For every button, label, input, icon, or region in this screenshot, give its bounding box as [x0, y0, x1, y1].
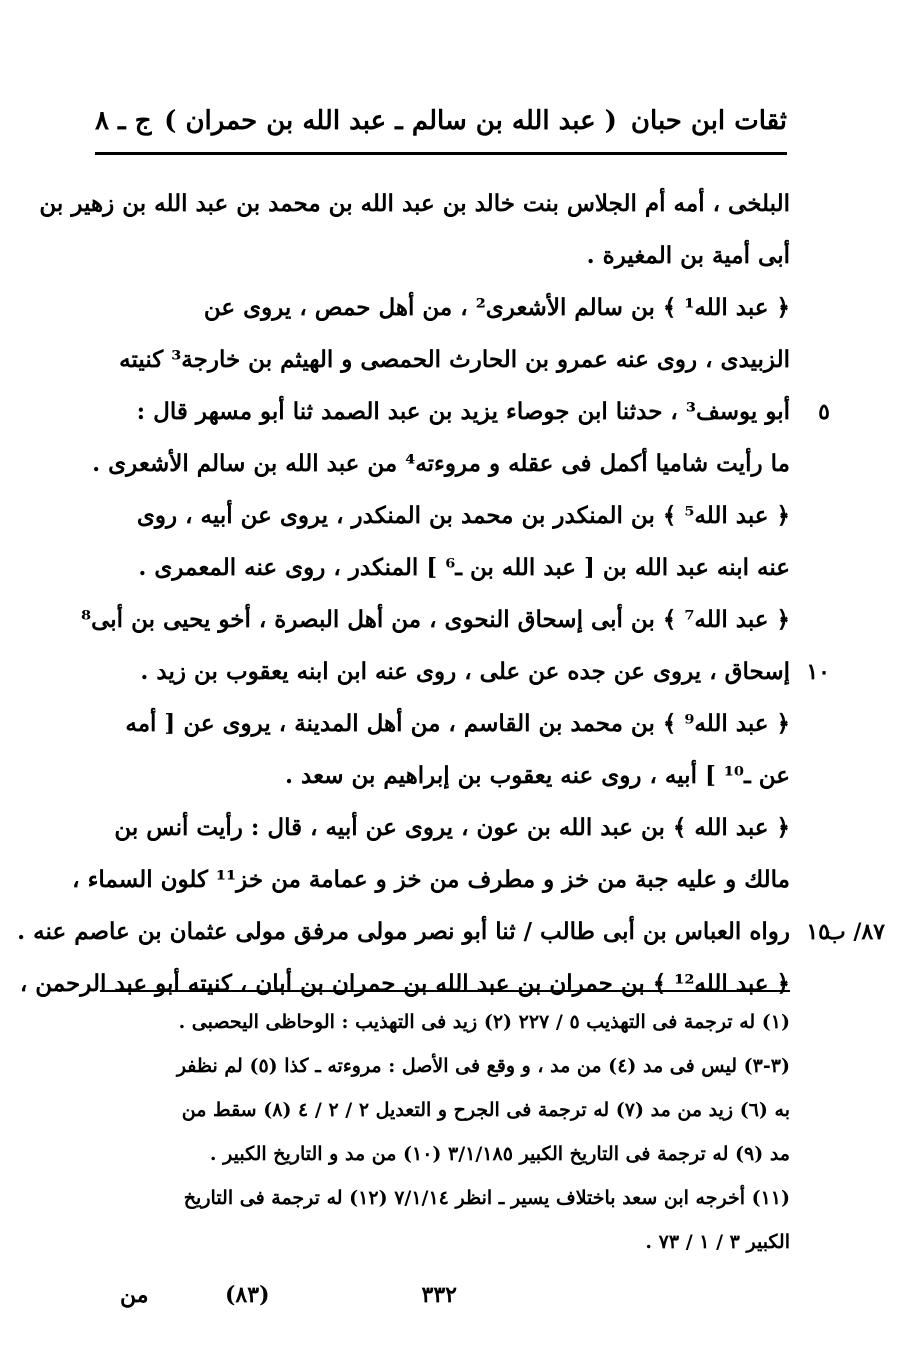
text-line [90, 750, 790, 802]
text-line [90, 802, 790, 854]
text-line [90, 698, 790, 750]
text-line [90, 386, 830, 438]
line-text: رواه العباس بن أبى طالب / ثنا أبو نصر مولى مرفق مولى عثمان بن عاصم عنه . [17, 918, 790, 945]
footnote-line: به (٦) زيد من مد (٧) له ترجمة فى الجرح و التعديل ٢ / ٢ / ٤ (٨) سقط من [181, 1099, 790, 1121]
book-title: ثقات ابن حبان [630, 106, 787, 136]
text-line [90, 438, 790, 490]
line-text: ﴿ عبد الله¹ ﴾ بن سالم الأشعرى² ، من أهل حمص ، يروى عن [203, 294, 790, 321]
section-range: ( عبد الله بن سالم ـ عبد الله بن حمران ) [164, 106, 617, 136]
footnote-line: مد (٩) له ترجمة فى التاريخ الكبير ٣/١/١٨٥ (١٠) من مد و التاريخ الكبير . [209, 1143, 790, 1165]
line-text: إسحاق ، يروى عن جده عن على ، روى عنه ابن ابنه يعقوب بن زيد . [140, 658, 790, 685]
text-line [90, 230, 790, 282]
line-text: ما رأيت شاميا أكمل فى عقله و مروءته⁴ من عبد الله بن سالم الأشعرى . [92, 450, 790, 477]
main-text [17, 178, 885, 1010]
line-text: عنه ابنه عبد الله بن [ عبد الله بن ـ⁶ ] المنكدر ، روى عنه المعمرى . [138, 554, 790, 581]
line-text: ﴿ عبد الله⁹ ﴾ بن محمد بن القاسم ، من أهل المدينة ، يروى عن [ أمه [125, 710, 790, 737]
text-line [90, 490, 790, 542]
line-text: أبى أمية بن المغيرة . [586, 242, 790, 269]
text-line [90, 334, 790, 386]
volume-number: ج ـ ٨ [95, 106, 152, 136]
footnote-line: الكبير ٣ / ١ / ٧٣ . [645, 1231, 790, 1253]
footnote-line: (١١) أخرجه ابن سعد باختلاف يسير ـ انظر ٧/١/١٤ (١٢) له ترجمة فى التاريخ [183, 1187, 790, 1209]
line-number: ٥ [818, 399, 830, 425]
line-text: البلخى ، أمه أم الجلاس بنت خالد بن عبد الله بن محمد بن عبد الله بن زهير بن [39, 190, 790, 217]
text-line [90, 646, 830, 698]
signature-mark: من [120, 1282, 149, 1308]
line-text: عن ـ¹⁰ ] أبيه ، روى عنه يعقوب بن إبراهيم بن سعد . [285, 762, 790, 789]
line-text: مالك و عليه جبة من خز و مطرف من خز و عمامة من خز¹¹ كلون السماء ، [72, 866, 790, 893]
footnotes [98, 1000, 790, 1264]
text-line [90, 282, 790, 334]
running-header [95, 100, 787, 150]
margin-note: ٨٧/ ب [824, 919, 885, 945]
line-number: ١٠ [806, 659, 830, 685]
header-rule [95, 152, 787, 155]
text-line [17, 906, 885, 958]
line-text: ﴿ عبد الله¹² ﴾ بن حمران بن عبد الله بن حمران بن أبان ، كنيته أبو عبد الرحمن ، [19, 970, 790, 997]
line-text: الزبيدى ، روى عنه عمرو بن الحارث الحمصى و الهيثم بن خارجة³ كنيته [119, 346, 790, 373]
page-footer [95, 1282, 787, 1322]
line-number: ١٥ [806, 919, 830, 945]
text-line [90, 542, 790, 594]
footnote-line: (٣-٣) ليس فى مد (٤) من مد ، و وقع فى الأصل : مروءته ـ كذا (٥) لم نظفر [176, 1055, 790, 1077]
line-text: ﴿ عبد الله ﴾ بن عبد الله بن عون ، يروى عن أبيه ، قال : رأيت أنس بن [114, 814, 790, 841]
footnote-rule [100, 990, 790, 992]
text-line [72, 854, 790, 906]
manuscript-page: (٨٣) [225, 1282, 270, 1308]
line-text: ﴿ عبد الله⁵ ﴾ بن المنكدر بن محمد بن المنكدر ، يروى عن أبيه ، روى [136, 502, 790, 529]
text-line [39, 178, 790, 230]
footnote-line: (١) له ترجمة فى التهذيب ٥ / ٢٢٧ (٢) زيد فى التهذيب : الوحاظى اليحصبى . [178, 1011, 790, 1033]
page-number: ٣٣٢ [421, 1282, 457, 1308]
line-text: ﴿ عبد الله⁷ ﴾ بن أبى إسحاق النحوى ، من أهل البصرة ، أخو يحيى بن أبى⁸ [81, 606, 790, 633]
line-text: أبو يوسف³ ، حدثنا ابن جوصاء يزيد بن عبد الصمد ثنا أبو مسهر قال : [136, 398, 790, 425]
text-line [81, 594, 790, 646]
